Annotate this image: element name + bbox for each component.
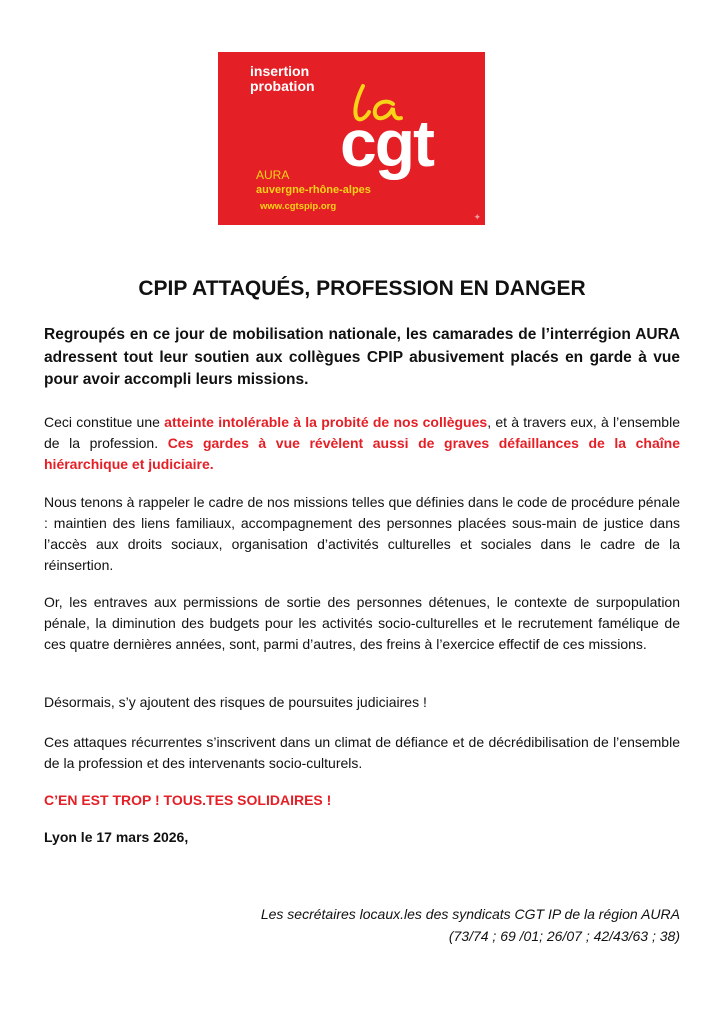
logo-aura: AURA <box>256 168 290 182</box>
paragraph-missions: Nous tenons à rappeler le cadre de nos missions telles que définies dans le code de procédure pénale : maintien des liens familiaux, accompagnement des personnes placées sous-main de justice dans l’accès aux droits sociaux, organisation d’activités culturelles et sociales dans le cadre de la réinsertion. <box>44 494 680 573</box>
signature-block <box>261 903 680 947</box>
logo-cgt: cgt <box>340 106 433 180</box>
slogan: C’EN EST TROP ! TOUS.TES SOLIDAIRES ! <box>44 792 332 808</box>
lead-paragraph: Regroupés en ce jour de mobilisation nationale, les camarades de l’interrégion AURA adressent tout leur soutien aux collègues CPIP abusivement placés en garde à vue pour avoir accompli leurs missions. <box>44 326 680 388</box>
p2-highlight-failures: Ces gardes à vue révèlent aussi de graves défaillances de la chaîne hiérarchique et judiciaire. <box>44 435 680 472</box>
signature-line-1: Les secrétaires locaux.les des syndicats CGT IP de la région AURA <box>260 906 680 922</box>
p2-text-c: , et à travers eux, à l’ensemble de la profession. <box>44 414 680 451</box>
logo-region: auvergne-rhône-alpes <box>256 184 371 196</box>
place-date: Lyon le 17 mars 2026, <box>44 829 189 845</box>
paragraph-climate: Ces attaques récurrentes s’inscrivent dans un climat de défiance et de décrédibilisation de l’ensemble de la profession et des intervenants socio-culturels. <box>44 734 680 771</box>
p2-highlight-probity: atteinte intolérable à la probité de nos collègues <box>164 414 488 430</box>
logo-registered-mark: ✦ <box>473 212 481 222</box>
paragraph-attack <box>44 412 680 475</box>
logo-line-probation: probation <box>250 78 315 94</box>
logo-insertion-probation <box>250 64 315 94</box>
signature-line-2: (73/74 ; 69 /01; 26/07 ; 42/43/63 ; 38) <box>448 928 680 944</box>
logo-website: www.cgtspip.org <box>260 201 337 212</box>
cgt-logo <box>218 52 485 225</box>
p2-text-a: Ceci constitue une <box>44 414 165 430</box>
logo-line-insertion: insertion <box>250 63 310 79</box>
paragraph-risks: Désormais, s’y ajoutent des risques de poursuites judiciaires ! <box>44 694 427 710</box>
paragraph-obstacles: Or, les entraves aux permissions de sortie des personnes détenues, le contexte de surpopulation pénale, la diminution des budgets pour les activités socio-culturelles et le recrutement famélique de ces quatre dernières années, sont, parmi d’autres, des freins à l’exercice effectif de ces missions. <box>44 594 680 652</box>
page-title: CPIP ATTAQUÉS, PROFESSION EN DANGER <box>138 277 586 300</box>
